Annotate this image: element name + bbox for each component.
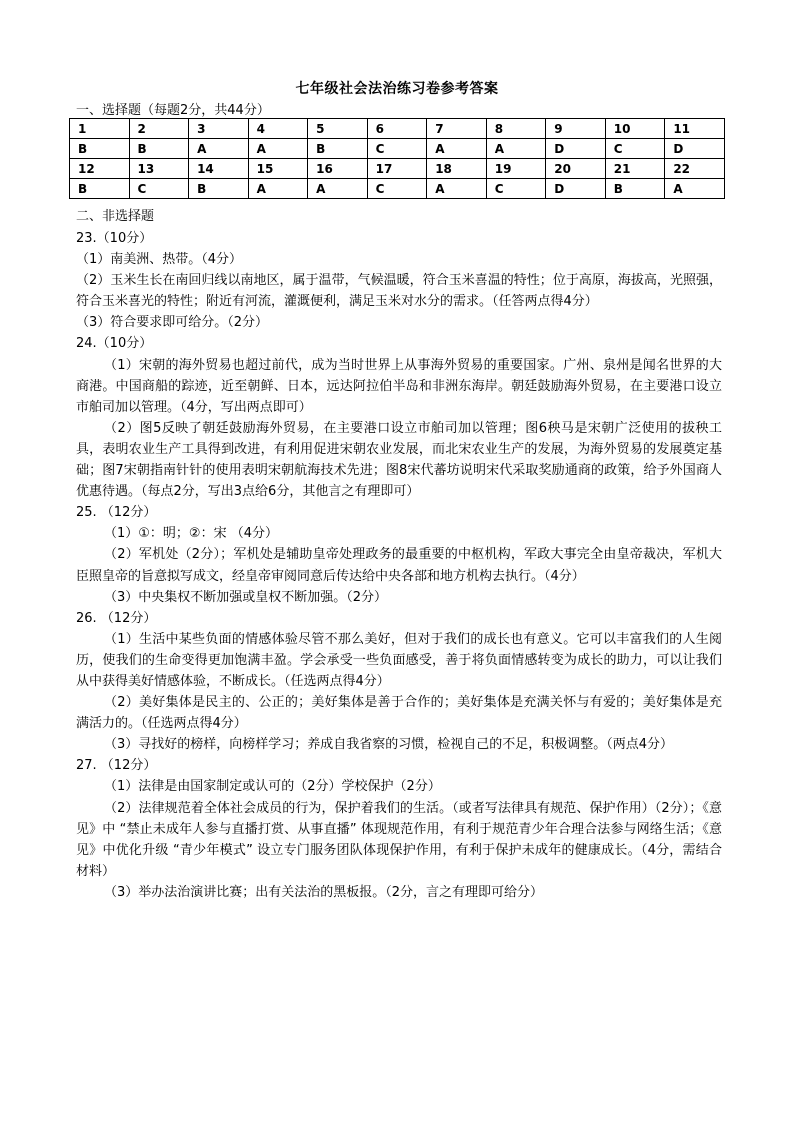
question-number-cell: 3 bbox=[189, 119, 249, 139]
answer-letter-row bbox=[70, 139, 725, 159]
answer-paragraph: （2）美好集体是民主的、公正的；美好集体是善于合作的；美好集体是充满关怀与有爱的；美好集体是充满活力的。（任选两点得4分） bbox=[76, 695, 722, 732]
question-number-cell: 17 bbox=[367, 159, 427, 179]
question-number-cell: 2 bbox=[129, 119, 189, 139]
answer-paragraph: （2）玉米生长在南回归线以南地区，属于温带，气候温暖，符合玉米喜温的特性；位于高原，海拔高，光照强，符合玉米喜光的特性；附近有河流，灌溉便利，满足玉米对水分的需求。（任答两点得4分） bbox=[76, 273, 722, 310]
question-number-cell: 10 bbox=[605, 119, 665, 139]
answer-paragraph: （2）法律规范着全体社会成员的行为，保护着我们的生活。（或者写法律具有规范、保护作用）（2分）；《意见》中 “禁止未成年人参与直播打赏、从事直播” 体现规范作用，有利于规范青少年合理合法参与网络生活；《意见》中优化升级 “青少年模式” 设立专门服务团队体现保护作用，有利于保护未成年的健康成长。（4分，需结合材料） bbox=[76, 800, 722, 879]
question-number-cell: 14 bbox=[189, 159, 249, 179]
answer-table bbox=[69, 118, 725, 199]
answer-letter-cell: C bbox=[367, 179, 427, 199]
answer-letter-cell: A bbox=[486, 139, 546, 159]
section-heading-open: 二、非选择题 bbox=[76, 209, 155, 224]
question-number-cell: 13 bbox=[129, 159, 189, 179]
answer-paragraph: （1）南美洲、热带。（4分） bbox=[76, 252, 243, 268]
answer-letter-cell: A bbox=[248, 179, 308, 199]
answer-letter-cell: D bbox=[665, 139, 725, 159]
question-number-cell: 22 bbox=[665, 159, 725, 179]
answer-letter-cell: B bbox=[605, 179, 665, 199]
question-number-row bbox=[70, 119, 725, 139]
question-number-row bbox=[70, 159, 725, 179]
answer-letter-cell: B bbox=[189, 179, 249, 199]
question-number-cell: 19 bbox=[486, 159, 546, 179]
answer-letter-cell: D bbox=[546, 179, 606, 199]
answer-paragraph: （3）举办法治演讲比赛；出有关法治的黑板报。（2分，言之有理即可给分） bbox=[104, 884, 544, 900]
answer-paragraph: （3）符合要求即可给分。（2分） bbox=[76, 315, 269, 331]
answer-letter-cell: A bbox=[248, 139, 308, 159]
question-number-cell: 20 bbox=[546, 159, 606, 179]
section-heading-choice: 一、选择题（每题2分，共44分） bbox=[76, 103, 270, 118]
answer-paragraph: （3）中央集权不断加强或皇权不断加强。（2分） bbox=[104, 589, 388, 605]
question-heading: 26. （12分） bbox=[76, 610, 157, 626]
answer-letter-cell: C bbox=[367, 139, 427, 159]
question-number-cell: 21 bbox=[605, 159, 665, 179]
question-number-cell: 8 bbox=[486, 119, 546, 139]
answer-letter-cell: A bbox=[189, 139, 249, 159]
answer-paragraph: （1）生活中某些负面的情感体验尽管不那么美好，但对于我们的成长也有意义。它可以丰富我们的人生阅历，使我们的生命变得更加饱满丰盈。学会承受一些负面感受，善于将负面情感转变为成长的助力，可以让我们从中获得美好情感体验，不断成长。（任选两点得4分） bbox=[76, 631, 722, 689]
answer-letter-cell: B bbox=[129, 139, 189, 159]
answer-letter-cell: B bbox=[70, 139, 130, 159]
question-heading: 25. （12分） bbox=[76, 505, 157, 521]
answer-letter-cell: C bbox=[129, 179, 189, 199]
answer-letter-row bbox=[70, 179, 725, 199]
question-number-cell: 11 bbox=[665, 119, 725, 139]
question-number-cell: 7 bbox=[427, 119, 487, 139]
answer-letter-cell: B bbox=[308, 139, 368, 159]
answers-body bbox=[76, 228, 722, 903]
answer-paragraph: （1）法律是由国家制定或认可的（2分）学校保护（2分） bbox=[104, 779, 441, 795]
answer-letter-cell: C bbox=[605, 139, 665, 159]
question-number-cell: 9 bbox=[546, 119, 606, 139]
question-number-cell: 12 bbox=[70, 159, 130, 179]
answer-paragraph: （2）图5反映了朝廷鼓励海外贸易，在主要港口设立市舶司加以管理；图6秧马是宋朝广泛使用的拔秧工具，表明农业生产工具得到改进，有利用促进宋朝农业发展，而北宋农业生产的发展，为海外贸易的发展奠定基础；图7宋朝指南针针的使用表明宋朝航海技术先进；图8宋代蕃坊说明宋代采取奖励通商的政策，给予外国商人优惠待遇。（每点2分，写出3点给6分，其他言之有理即可） bbox=[76, 420, 722, 500]
page-title: 七年级社会法治练习卷参考答案 bbox=[295, 81, 499, 97]
answer-letter-cell: A bbox=[665, 179, 725, 199]
answer-paragraph: （2）军机处（2分）；军机处是辅助皇帝处理政务的最重要的中枢机构，军政大事完全由皇帝裁决，军机大臣照皇帝的旨意拟写成文，经皇帝审阅同意后传达给中央各部和地方机构去执行。（4分） bbox=[76, 547, 722, 584]
question-number-cell: 18 bbox=[427, 159, 487, 179]
question-number-cell: 15 bbox=[248, 159, 308, 179]
answer-letter-cell: A bbox=[308, 179, 368, 199]
question-number-cell: 6 bbox=[367, 119, 427, 139]
answer-letter-cell: A bbox=[427, 139, 487, 159]
answer-paragraph: （1）宋朝的海外贸易也超过前代，成为当时世界上从事海外贸易的重要国家。广州、泉州是闻名世界的大商港。中国商船的踪迹，近至朝鲜、日本，远达阿拉伯半岛和非洲东海岸。朝廷鼓励海外贸易，在主要港口设立市舶司加以管理。（4分，写出两点即可） bbox=[76, 357, 722, 415]
question-number-cell: 5 bbox=[308, 119, 368, 139]
question-number-cell: 4 bbox=[248, 119, 308, 139]
question-number-cell: 16 bbox=[308, 159, 368, 179]
question-heading: 27. （12分） bbox=[76, 758, 157, 774]
answer-letter-cell: A bbox=[427, 179, 487, 199]
question-number-cell: 1 bbox=[70, 119, 130, 139]
question-heading: 23.（10分） bbox=[76, 231, 153, 246]
answer-letter-cell: B bbox=[70, 179, 130, 199]
answer-paragraph: （3）寻找好的榜样，向榜样学习；养成自我省察的习惯，检视自己的不足，积极调整。（两点4分） bbox=[104, 737, 674, 753]
answer-paragraph: （1）①：明；②：宋 （4分） bbox=[104, 526, 278, 542]
question-heading: 24.（10分） bbox=[76, 336, 153, 352]
answer-letter-cell: D bbox=[546, 139, 606, 159]
answer-letter-cell: C bbox=[486, 179, 546, 199]
